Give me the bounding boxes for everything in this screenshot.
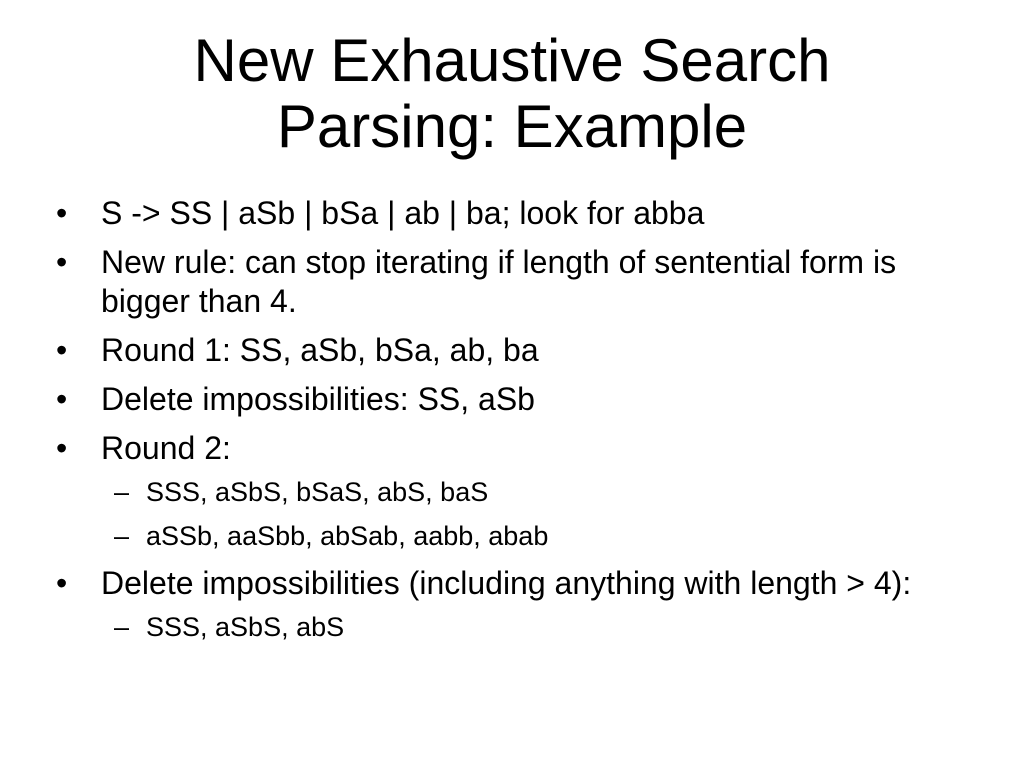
bullet-icon: • [56, 430, 68, 466]
sub-bullet-item [56, 611, 986, 644]
bullet-text: New rule: can stop iterating if length of sentential form is bigger than 4. [101, 244, 897, 319]
bullet-item [56, 429, 986, 468]
bullet-item [56, 194, 986, 233]
bullet-text: S -> SS | aSb | bSa | ab | ba; look for abba [101, 195, 705, 231]
bullet-item [56, 564, 986, 603]
bullet-text: Delete impossibilities (including anything with length > 4): [101, 565, 912, 601]
sub-bullet-text: aSSb, aaSbb, abSab, aabb, abab [146, 521, 549, 551]
sub-bullet-item [56, 476, 986, 509]
bullet-text: Round 2: [101, 430, 231, 466]
slide-title [0, 28, 1024, 160]
bullet-text: Delete impossibilities: SS, aSb [101, 381, 535, 417]
sub-bullet-text: SSS, aSbS, abS [146, 612, 345, 642]
dash-icon: – [114, 612, 130, 642]
bullet-icon: • [56, 244, 68, 280]
slide-title-line-1: New Exhaustive Search [193, 27, 831, 94]
sub-bullet-item [56, 520, 986, 553]
dash-icon: – [114, 477, 130, 507]
slide-body [56, 194, 986, 655]
bullet-icon: • [56, 565, 68, 601]
bullet-item [56, 331, 986, 370]
bullet-icon: • [56, 381, 68, 417]
bullet-item [56, 380, 986, 419]
sub-bullet-text: SSS, aSbS, bSaS, abS, baS [146, 477, 489, 507]
slide-title-line-2: Parsing: Example [276, 93, 748, 160]
bullet-item [56, 243, 986, 321]
bullet-icon: • [56, 195, 68, 231]
dash-icon: – [114, 521, 130, 551]
bullet-icon: • [56, 332, 68, 368]
bullet-text: Round 1: SS, aSb, bSa, ab, ba [101, 332, 539, 368]
